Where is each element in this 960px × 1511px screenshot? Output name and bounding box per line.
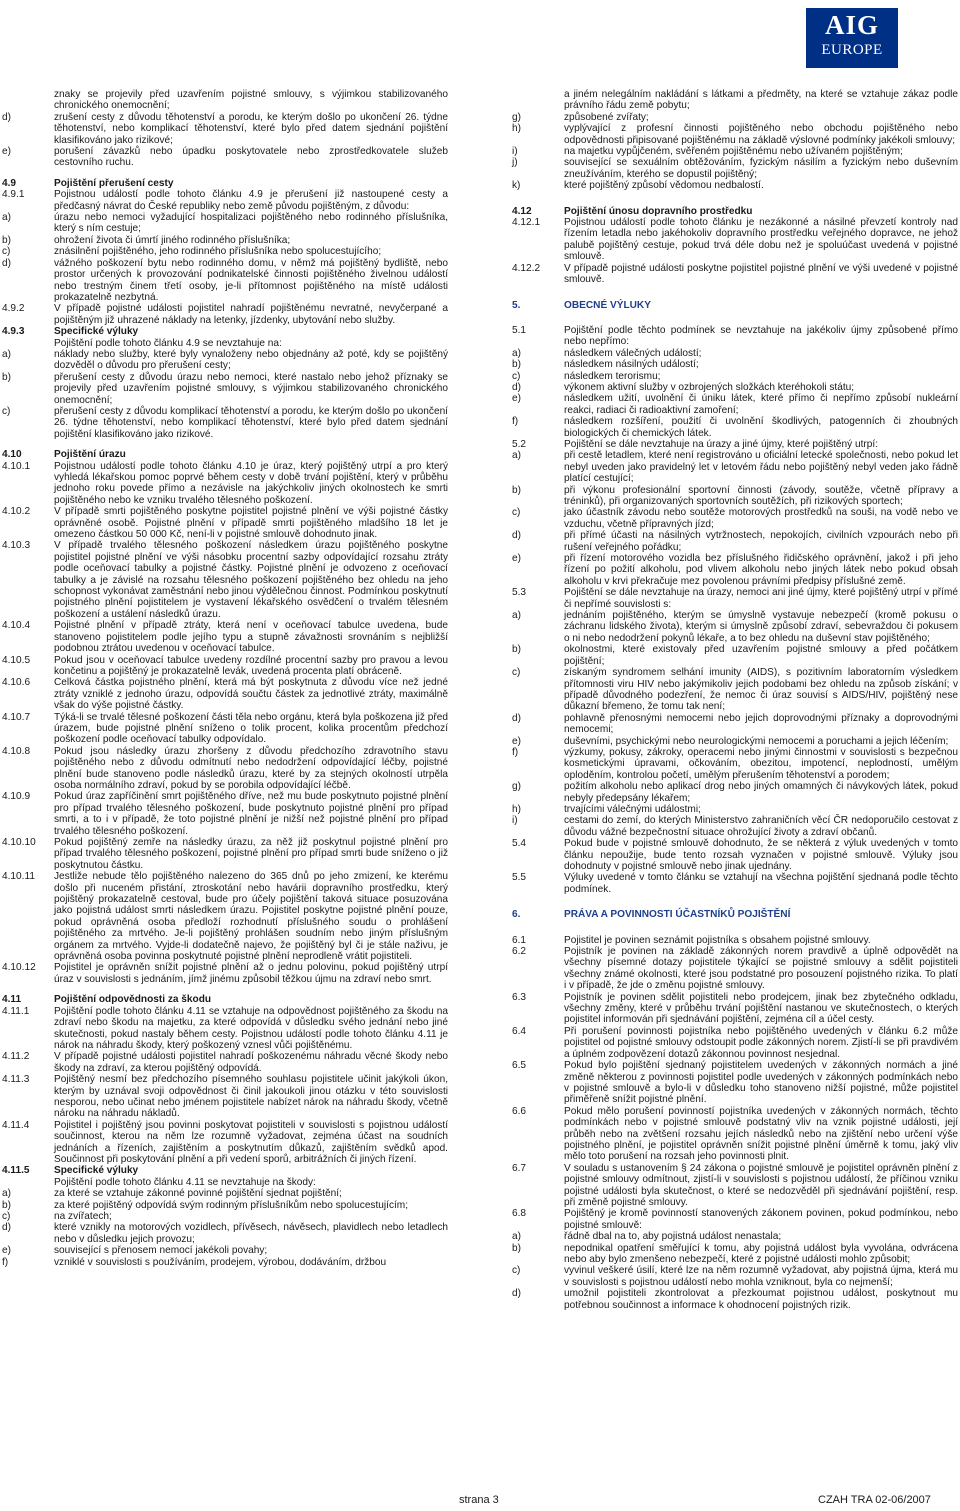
clause-number: c)	[512, 507, 521, 519]
clause-text: a jiném nelegálním nakládání s látkami a předměty, na které se vztahuje zákaz podle právního řádu země pobytu;	[564, 89, 958, 112]
clause-number: a)	[512, 347, 521, 359]
clause-text: Týká-li se trvalé tělesné poškození části těla nebo orgánu, která byla poškozena již před úrazem, bude pojistné plnění sníženo o tolik procent, kolika procentům předchozí poškození podle oceňovací tabulky odpovídalo.	[54, 711, 448, 746]
clause-number: k)	[512, 180, 521, 192]
clause-text: které pojištěný způsobí vědomou nedbalostí.	[564, 180, 764, 192]
clause-row	[512, 180, 958, 191]
clause-number: 5.2	[512, 438, 527, 450]
clause-row	[2, 349, 448, 372]
clause-number: 4.9.1	[2, 189, 25, 201]
clause-number: 5.4	[512, 838, 527, 850]
clause-number: 6.	[512, 909, 521, 921]
clause-number: f)	[512, 746, 519, 758]
clause-text: Pojištěný nesmí bez předchozího písemného souhlasu pojistitele učinit jakýkoli úkon, kterým by uznával svoji odpovědnost či činil jakoukoli jinou otázku v této souvislosti nesporou, nebo učinat nebo jménem pojistitele nabízet nárok na náhradu škody, včetně nároku na náhradu nákladů.	[54, 1074, 448, 1120]
clause-text: Pojistnou událostí podle tohoto článku 4.9 je přerušení již nastoupené cesty a předčasný návrat do České republiky nebo země původu pojištěným, z důvodu:	[54, 189, 448, 212]
clause-text: Pokud jsou v oceňovací tabulce uvedeny rozdílné procentní sazby pro pravou a levou končetinu a pojištěný je prokazatelně levák, uvedená procenta platí obráceně.	[54, 654, 448, 677]
clause-row	[512, 359, 958, 370]
clause-text: Pojištění podle tohoto článku 4.9 se nevztahuje na:	[54, 337, 282, 349]
clause-number: d)	[2, 257, 11, 269]
clause-text: nepodnikal opatření směřující k tomu, aby pojistná událost byla vyvolána, odvrácena nebo aby bylo zmenšeno nebezpečí, které z pojistné události mohlo způsobit;	[564, 1242, 958, 1265]
clause-row	[2, 303, 448, 326]
clause-number: 6.2	[512, 946, 527, 958]
clause-row	[2, 540, 448, 620]
clause-text: následkem rozšíření, použití či uvolnění škodlivých, patogenních či zhoubných biologických či chemických látek.	[564, 416, 958, 439]
clause-text: PRÁVA A POVINNOSTI ÚČASTNÍKŮ POJIŠTĚNÍ	[564, 909, 791, 921]
clause-text: ohrožení života či úmrtí jiného rodinného příslušníka;	[54, 234, 291, 246]
clause-row	[512, 371, 958, 382]
clause-number: 4.12.1	[512, 217, 541, 229]
clause-number: b)	[2, 371, 11, 383]
clause-text: související s přenosem nemocí jakékoli povahy;	[54, 1245, 268, 1257]
clause-number: a)	[512, 1231, 521, 1243]
clause-number: d)	[2, 1222, 11, 1234]
clause-text: při cestě letadlem, které není registrováno u oficiální letecké společnosti, nebo pokud let nebyl uveden jako pravidelný let v letovém řádu nebo pojištěný nebyl veden jako řádně platící cestující;	[564, 450, 958, 485]
clause-number: 5.1	[512, 324, 527, 336]
clause-number: 4.10.6	[2, 677, 31, 689]
clause-text: Pokud pojištěný zemře na následky úrazu, za něž již poskytnul pojistné plnění pro případ trvalého tělesného poškození, pojistné plnění pro případ smrti bude sníženo o již poskytnutou částku.	[54, 837, 448, 871]
clause-row	[512, 382, 958, 393]
clause-number: e)	[2, 146, 11, 158]
clause-number: e)	[512, 553, 521, 565]
clause-number: 4.10.8	[2, 745, 31, 757]
clause-text: okolnostmi, které existovaly před uzavřením pojistné smlouvy a před počátkem pojištění;	[564, 644, 958, 667]
clause-text: Pojištění únosu dopravního prostředku	[564, 205, 753, 217]
clause-text: na zvířatech;	[54, 1211, 112, 1222]
clause-number: b)	[512, 359, 521, 371]
clause-number: f)	[2, 1256, 9, 1268]
clause-text: Pojistné plnění v případě ztráty, která není v oceňovací tabulce uvedena, bude stanoveno pojistitelem podle jejího typu a stupně závažnosti srovnáním s nejbližší podobnou ztrátou uvedenou v oceňovací tabulce.	[54, 620, 448, 655]
clause-number: f)	[512, 416, 519, 428]
clause-row	[512, 1060, 958, 1106]
clause-row	[2, 655, 448, 678]
clause-row	[2, 677, 448, 711]
clause-number: d)	[512, 1288, 521, 1300]
clause-number: a)	[512, 450, 521, 462]
clause-text: získaným syndromem selhání imunity (AIDS), s pozitivním laboratorním výsledkem přítomnosti viru HIV nebo jakýmikoliv jejich podobami bez ohledu na způsob získání; v případě důvodného podezření, že nemoc či úraz souvisí s AIDS/HIV, pojištěný nese důkazní břemeno, že tomu tak není;	[564, 667, 958, 713]
section-heading	[2, 449, 448, 460]
clause-row	[2, 89, 448, 112]
clause-row	[512, 1163, 958, 1209]
clause-row	[2, 962, 448, 985]
clause-row	[2, 871, 448, 962]
clause-row	[2, 372, 448, 406]
clause-number: j)	[512, 157, 518, 169]
clause-text: V případě pojistné události pojistitel nahradí pojištěnému nevratné, nevyčerpané a pojištěným již uhrazené náklady na letenky, jízdenky, ubytování nebo služby.	[54, 303, 448, 326]
clause-text: OBECNÉ VÝLUKY	[564, 299, 651, 311]
clause-number: b)	[512, 644, 521, 656]
clause-number: i)	[512, 815, 518, 827]
clause-row	[512, 217, 958, 263]
clause-text: Specifické výluky	[54, 326, 139, 338]
clause-row	[512, 485, 958, 508]
clause-text: Pojistnou událostí podle tohoto článku je nezákonné a násilné převzetí kontroly nad řízením letadla nebo jakéhokoliv dopravního prostředku veřejného dopravce, ne jehož palubě pojištěný cestuje, pokud trvá déle dobu než je spoluúčast uvedená v pojistné smlouvě.	[564, 217, 958, 263]
clause-number: 5.	[512, 299, 521, 311]
clause-row	[2, 189, 448, 212]
clause-text: Pojistnou událostí podle tohoto článku 4.10 je úraz, který pojištěný utrpí a pro který vyhledá lékařskou pomoc poprvé během cesty v době trvání pojištění, který v průběhu jednoho roku povede přímo a nezávisle na jakýchkoliv jiných okolnostech ke smrti pojištěného nebo ke vzniku trvalého tělesného poškození.	[54, 460, 448, 506]
clause-text: V případě trvalého tělesného poškození následkem úrazu pojištěného poskytne pojistitel pojistné plnění ve výši násobku procentní sazby odpovídající rozsahu ztráty podle oceňovací tabulky a pojistné částky. Pojistné plnění je odvozeno z oceňovací tabulky a je závislé na rozsahu tělesného poškození pojištěného bez ohledu na jeho schopnost vykonávat zaměstnání nebo jinou výdělečnou činnost. Podmínkou poskytnutí pojistného plnění pojistitelem je vystavení lékařského osvědčení o trvalém tělesném poškození a ustálení následků úrazu.	[54, 540, 448, 620]
clause-number: 4.12.2	[512, 262, 541, 274]
clause-text: trvajícími válečnými událostmi;	[564, 803, 701, 815]
clause-number: c)	[512, 1265, 521, 1277]
clause-row	[512, 736, 958, 747]
clause-text: Pojištění úrazu	[54, 449, 126, 461]
clause-number: 4.9.2	[2, 303, 25, 315]
clause-number: 4.11.2	[2, 1051, 30, 1063]
clause-row	[512, 587, 958, 610]
clause-number: g)	[512, 111, 521, 123]
logo-text-aig: AIG	[824, 10, 879, 40]
clause-row	[2, 620, 448, 654]
clause-row	[512, 610, 958, 644]
clause-number: 5.5	[512, 872, 527, 884]
clause-number: 4.10.2	[2, 506, 31, 518]
clause-text: výkonem aktivní služby v ozbrojených složkách kteréhokoli státu;	[564, 381, 855, 393]
clause-text: V případě pojistné události poskytne pojistitel pojistné plnění ve výši uvedené v pojistné smlouvě.	[564, 262, 958, 286]
clause-text: přerušení cesty z důvodu komplikací těhotenství a porodu, ke kterým došlo po ukončení 26. týdne těhotenství, nebo komplikací těhotenství, které bylo před datem sjednání pojištění klasifikováno jako rizikové.	[54, 405, 448, 440]
clause-text: cestami do zemí, do kterých Ministerstvo zahraničních věcí ČR nedoporučilo cestovat z důvodu vážné bezpečnostní situace ohrožující životy a zdraví občanů.	[564, 815, 958, 838]
section-heading	[512, 909, 958, 920]
clause-row	[512, 507, 958, 530]
clause-row	[512, 553, 958, 587]
clause-number: 4.10.4	[2, 620, 31, 632]
clause-text: na majetku vypůjčeném, svěřeném pojištěnému nebo užívaném pojištěným;	[564, 146, 903, 158]
clause-row	[512, 838, 958, 872]
clause-number: 4.10	[2, 449, 22, 461]
clause-number: 6.8	[512, 1208, 527, 1220]
clause-row	[512, 1288, 958, 1311]
aig-europe-logo	[806, 8, 898, 68]
clause-text: související se sexuálním obtěžováním, fyzickým násilím a fyzickým nebo duševním zneužíváním, kterého se dopustil pojištěný;	[564, 157, 958, 180]
clause-number: 6.5	[512, 1060, 527, 1072]
clause-text: za které pojištěný odpovídá svým rodinným příslušníkům nebo spolucestujícím;	[54, 1199, 409, 1211]
clause-number: b)	[512, 1242, 521, 1254]
clause-text: vyplývající z profesní činnosti pojištěného nebo obchodu pojištěného nebo odpovědnosti připisované pojištěnému na základě výslovné podmínky jakékoli smlouvy;	[564, 123, 958, 146]
clause-text: za které se vztahuje zákonné povinné pojištění sjednat pojištění;	[54, 1188, 342, 1200]
section-heading	[2, 1165, 448, 1176]
clause-number: b)	[2, 1199, 11, 1211]
clause-row	[512, 644, 958, 667]
clause-text: znaky se projevily před uzavřením pojistné smlouvy, s výjimkou stabilizovaného chronického onemocnění;	[54, 89, 448, 112]
clause-number: c)	[512, 370, 521, 382]
clause-text: V souladu s ustanovením § 24 zákona o pojistné smlouvě je pojistitel oprávněn plnění z pojistné smlouvy odmítnout, zjistí-li v souvislosti s pojistnou událostí, že příčinou vzniku pojistné události byla skutečnost, o které se nedozvěděl při sjednávání pojištění, resp. při změně pojistné smlouvy.	[564, 1162, 958, 1208]
clause-text: Pokud bylo pojištění sjednaný pojistitelem uvedených v zákonných normách a jiné změně některou z povinnosti pojistitel podle uvedených v zákonných podmínkách nebo v pojistné smlouvě a bylo-li v důsledku toho stanoveno nižší pojistné, může pojistitel přiměřeně snížit pojistné plnění.	[564, 1060, 958, 1106]
clause-text: duševními, psychickými nebo neurologickými nemocemi a poruchami a jejich léčením;	[564, 735, 949, 747]
clause-number: 4.11.5	[2, 1165, 30, 1177]
clause-row	[2, 1257, 448, 1268]
clause-number: 4.11.1	[2, 1005, 30, 1017]
clause-text: při řízení motorového vozidla bez příslušného řidičského oprávnění, jakož i při jeho řízení po požití alkoholu, pod vlivem alkoholu nebo jiných látek nebo pokud obsah alkoholu v krvi překračuje mez povolenou právními předpisy příslušné země.	[564, 553, 958, 587]
clause-text: Pojistitel i pojištěný jsou povinni poskytovat pojistiteli v souvislosti s pojistnou událostí součinnost, kterou na něm lze rozumně vyžadovat, zejména účast na soudních jednáních a řízeních, zajištěním a poskytnutím důkazů, zajištěním svědků apod. Součinnost při poskytování plnění a při vedení sporů, arbitrážních či jiných řízení.	[54, 1119, 448, 1165]
clause-text: znásilnění pojištěného, jeho rodinného příslušníka nebo spolucestujícího;	[54, 246, 382, 258]
clause-text: Pokud úraz zapříčinění smrt pojištěného dříve, než mu bude poskytnuto pojistné plnění pro případ trvalého tělesného poškození, bude poskytnuto pojistné plnění pro případ smrti, a to i v případě, že toto pojistné plnění je nižší než pojistné plnění pro případ trvalého tělesného poškození.	[54, 791, 448, 837]
clause-text: Pokud jsou následky úrazu zhoršeny z důvodu předchozího zdravotního stavu pojištěného nebo z důvodu odmítnutí nebo nedodržení odpovídající léčby, pojistné plnění bude stanoveno podle následků úrazu, které by za stejných okolností utrpěla osoba normálního zdraví, pokud by se porobila odpovídající léčbě.	[54, 745, 448, 791]
clause-text: Pojištěný je kromě povinností stanovených zákonem povinen, pokud podmínkou, nebo pojistné smlouvě:	[564, 1208, 958, 1231]
clause-row	[2, 212, 448, 235]
clause-number: d)	[512, 712, 521, 724]
clause-text: při výkonu profesionální sportovní činnosti (závody, soutěže, včetně přípravy a tréninků), při organizovaných sportovních soutěžích, při rizikových sportech;	[564, 484, 958, 507]
clause-text: porušení závazků nebo úpadku poskytovatele nebo zprostředkovatele služeb cestovního ruchu.	[54, 146, 448, 169]
clause-text: Jestliže nebude tělo pojištěného nalezeno do 365 dnů po jeho zmizení, ke kterému došlo při nuceném přistání, ztroskotání nebo havárii dopravního prostředku, který pojištěný prokazatelně cestoval, bude pro účely pojištění taková situace posuzována jako pojistná událost smrti následkem úrazu. Pojistitel poskytne pojistné plnění pouze, pokud oprávněná osoba předloží rozhodnutí příslušného soudu o prohlášení pojištěného za mrtvého. Je-li pojištěný prohlášen soudním nebo jiným příslušným orgánem za mrtvého. Vyjde-li dodatečně najevo, že pojištěný byl či je stále naživu, je oprávněná osoba povinna poskytnuté pojistné plnění neprodleně vrátit pojistiteli.	[54, 871, 448, 963]
clause-row	[2, 791, 448, 837]
clause-text: následkem terorismu;	[564, 370, 661, 382]
clause-number: c)	[2, 1211, 11, 1222]
clause-row	[512, 530, 958, 553]
clause-number: 4.11.3	[2, 1074, 30, 1086]
clause-row	[512, 935, 958, 946]
clause-text: Pokud bude v pojistné smlouvě dohodnuto, že se některá z výluk uvedených v tomto článku nepoužije, bude tento rozsah vyznačen v pojistné smlouvě. Výluky jsou dohodnuty v pojistné smlouvě nebo jinak ujednány.	[564, 838, 958, 872]
clause-row	[2, 1200, 448, 1211]
clause-row	[2, 1051, 448, 1074]
clause-text: úrazu nebo nemoci vyžadující hospitalizaci pojištěného nebo rodinného příslušníka, který s ním cestuje;	[54, 212, 448, 235]
clause-text: pohlavně přenosnými nemocemi nebo jejich doprovodnými příznaky a doprovodnými nemocemi;	[564, 712, 958, 736]
left-text-column	[2, 89, 448, 1268]
clause-number: b)	[512, 484, 521, 496]
clause-row	[512, 89, 958, 112]
clause-row	[2, 258, 448, 304]
clause-text: Pojištění odpovědnosti za škodu	[54, 994, 212, 1006]
clause-number: 6.1	[512, 934, 527, 946]
clause-number: 4.10.7	[2, 711, 31, 723]
clause-text: vzniklé v souvislosti s používáním, prodejem, výrobou, dodáváním, držbou	[54, 1256, 387, 1268]
clause-number: h)	[512, 123, 521, 135]
clause-row	[512, 112, 958, 123]
clause-text: Pojistník je povinen sdělit pojistiteli nebo prodejcem, jinak bez zbytečného odkladu, všechny změny, které v průběhu trvání pojištění nastanou ve skutečnostech, o kterých pojistitel informován při sjednávání pojištění, zejména cíl a účel cesty.	[564, 991, 958, 1026]
clause-number: a)	[2, 1188, 11, 1200]
clause-row	[2, 1245, 448, 1256]
clause-row	[512, 263, 958, 286]
clause-number: 4.10.5	[2, 654, 31, 666]
page-number: strana 3	[459, 1494, 499, 1506]
clause-number: 4.10.12	[2, 962, 36, 974]
clause-row	[2, 112, 448, 146]
clause-row	[512, 450, 958, 484]
clause-text: Při porušení povinnosti pojistníka nebo pojištěného uvedených v článku 6.2 může pojistitel od pojistné smlouvy odstoupit podle zákonných norem. Zjistí-li se při pravdivém a úplném zodpovězení dotazů zákonnou povinnost nesjednal.	[564, 1025, 958, 1060]
clause-row	[2, 146, 448, 169]
clause-row	[512, 1208, 958, 1231]
clause-row	[2, 1188, 448, 1199]
clause-row	[2, 746, 448, 792]
clause-text: následkem válečných událostí;	[564, 347, 702, 359]
clause-row	[512, 804, 958, 815]
clause-row	[2, 506, 448, 540]
clause-number: d)	[512, 530, 521, 542]
clause-text: při přímé účasti na násilných vytržnostech, nepokojích, civilních vzpourách nebo při rušení veřejného pořádku;	[564, 530, 958, 553]
clause-row	[512, 946, 958, 992]
clause-number: i)	[512, 146, 518, 158]
clause-row	[2, 1177, 448, 1188]
clause-row	[512, 815, 958, 838]
clause-text: Pojištění podle tohoto článku 4.11 se vztahuje na odpovědnost pojištěného za škodu na zdraví nebo škodu na majetku, za které odpovídá v důsledku svého jednání nebo jiné skutečnosti, pokud nastaly během cesty. Pojistnou událostí podle tohoto článku 4.11 je nárok na náhradu škody, který poškozený vznesl vůči pojištěnému.	[54, 1005, 448, 1051]
clause-row	[512, 1026, 958, 1060]
clause-number: d)	[2, 111, 11, 123]
clause-text: V případě smrti pojištěného poskytne pojistitel pojistné plnění ve výši pojistné částky oprávněné osobě. Pojistné plnění v případě smrti pojištěného mladšího 18 let je omezeno částkou 50 000 Kč, není-li v pojistné smlouvě dohodnuto jinak.	[54, 506, 448, 541]
clause-row	[2, 1222, 448, 1245]
clause-text: umožnil pojistiteli zkontrolovat a přezkoumat pojistnou událost, poskytnout mu potřebnou součinnost a informace k ohodnocení pojistných rizik.	[564, 1288, 958, 1311]
section-heading	[2, 178, 448, 189]
clause-number: 4.10.9	[2, 791, 31, 803]
clause-text: Pojistitel je oprávněn snížit pojistné plnění až o jednu polovinu, pokud pojištěný utrpí úraz v souvislosti s jednáním, jímž jinému způsobil těžkou újmu na zdraví nebo smrt.	[54, 962, 448, 985]
clause-row	[512, 713, 958, 736]
clause-text: které vznikly na motorových vozidlech, přívěsech, návěsech, plavidlech nebo letadlech nebo v důsledku jejich provozu;	[54, 1222, 448, 1245]
clause-number: e)	[512, 735, 521, 747]
clause-row	[2, 338, 448, 349]
clause-row	[2, 1120, 448, 1166]
clause-text: Pojištění podle těchto podmínek se nevztahuje na jakékoliv újmy způsobené přímo nebo nepřímo:	[564, 324, 958, 348]
logo-text-europe: EUROPE	[821, 42, 883, 58]
clause-row	[512, 393, 958, 416]
clause-text: přerušení cesty z důvodu úrazu nebo nemoci, které nastalo nebo jehož příznaky se projevily před uzavřením pojistné smlouvy, s výjimkou stabilizovaného chronického onemocnění;	[54, 371, 448, 406]
right-text-column	[512, 89, 958, 1311]
clause-number: 6.4	[512, 1025, 527, 1037]
clause-row	[512, 146, 958, 157]
clause-number: 4.10.10	[2, 837, 36, 848]
clause-row	[512, 872, 958, 895]
clause-number: a)	[2, 348, 11, 360]
clause-row	[2, 712, 448, 746]
clause-text: Pojištění se dále nevztahuje na úrazy, nemoci ani jiné újmy, které pojištěný utrpí v přímé či nepřímé souvislosti s:	[564, 587, 958, 610]
clause-number: g)	[512, 781, 521, 793]
clause-number: 6.6	[512, 1105, 527, 1117]
clause-number: 4.11.4	[2, 1119, 30, 1131]
clause-text: náklady nebo služby, které byly vynaloženy nebo objednány až poté, kdy se pojištěný dozvěděl o důvodu pro přerušení cesty;	[54, 348, 448, 372]
clause-number: 4.9.3	[2, 326, 25, 338]
clause-text: Pokud mělo porušení povinností pojistníka uvedených v zákonných normách, těchto podmínkách nebo v pojistné smlouvě podstatný vliv na vznik pojistné události, její průběh nebo na zvětšení rozsahu jejích následků nebo na zjištění nebo určení výše pojistného plnění, je pojistitel oprávněn snížit pojistné plnění úměrně k tomu, jaký vliv mělo toto porušení na rozsah jeho povinnosti plnit.	[564, 1105, 958, 1163]
clause-row	[512, 1243, 958, 1266]
section-heading	[2, 326, 448, 337]
section-heading	[2, 994, 448, 1005]
clause-number: a)	[512, 610, 521, 622]
clause-number: 4.10.1	[2, 460, 31, 472]
clause-number: e)	[2, 1245, 11, 1257]
clause-number: h)	[512, 803, 521, 815]
clause-text: vyvinul veškeré úsilí, které lze na něm rozumně vyžadovat, aby pojistná újma, která mu v souvislosti s pojistnou událostí nebo mohla vzniknout, byla co nejmenší;	[564, 1265, 958, 1288]
clause-number: 4.10.11	[2, 871, 35, 883]
clause-row	[2, 1006, 448, 1052]
section-heading	[512, 206, 958, 217]
clause-text: zrušení cesty z důvodu těhotenství a porodu, ke kterým došlo po ukončení 26. týdne těhotenství, nebo komplikací těhotenství, které bylo před datem sjednání pojištění klasifikováno jako rizikové;	[54, 111, 448, 146]
clause-text: Pojistitel je povinen seznámit pojistníka s obsahem pojistné smlouvy.	[564, 934, 871, 946]
clause-number: 4.9	[2, 177, 17, 189]
clause-number: b)	[2, 234, 11, 246]
clause-text: požitím alkoholu nebo aplikací drog nebo jiných omamných či návykových látek, pokud nebyly předepsány lékařem;	[564, 781, 958, 804]
clause-text: následkem násilných událostí;	[564, 359, 699, 371]
clause-text: jednáním pojištěného, kterým se úmyslně vystavuje nebezpečí (kromě pokusu o záchranu lidského života), kterým si úmyslně způsobí zdraví, sebevraždou či pokusem o ni nebo nedodržení pokynů lékaře, a to bez ohledu na duševní stav pojištěného;	[564, 610, 958, 644]
clause-row	[512, 992, 958, 1026]
clause-text: vážného poškození bytu nebo rodinného domu, v němž má pojištěný bydliště, nebo prostor určených k provozování podnikatelské činnosti pojištěného živelnou událostí nebo trestným činem třetí osoby, je-li přítomnost pojištěného na místě události prokazatelně nezbytná.	[54, 257, 448, 303]
clause-text: Celková částka pojistného plnění, která má být poskytnuta z důvodu více než jedné ztráty vzniklé z jednoho úrazu, odpovídá součtu částek za jednotlivé ztráty, maximálně však do výše pojistné částky.	[54, 677, 448, 712]
clause-row	[512, 157, 958, 180]
clause-row	[512, 1231, 958, 1242]
clause-row	[2, 1211, 448, 1222]
clause-number: e)	[512, 393, 521, 405]
clause-text: V případě pojistné události pojistitel nahradí poškozenému náhradu věcné škody nebo škody na zdraví, za kterou pojištěný odpovídá.	[54, 1051, 448, 1074]
clause-number: a)	[2, 212, 11, 224]
clause-row	[2, 406, 448, 440]
clause-row	[512, 1265, 958, 1288]
clause-row	[2, 461, 448, 507]
clause-text: Pojištění podle tohoto článku 4.11 se nevztahuje na škody:	[54, 1176, 316, 1188]
clause-text: Pojistník je povinen na základě zákonných norem pravdivě a úplně odpovědět na všechny písemné dotazy pojistitele týkající se pojistné smlouvy a sdělit pojistiteli všechny známé okolnosti, které jsou podstatné pro posouzení pojistného rizika. To platí i v případě, že jde o změnu pojistné smlouvy.	[564, 946, 958, 992]
clause-row	[2, 1074, 448, 1120]
clause-row	[512, 348, 958, 359]
clause-row	[512, 747, 958, 781]
clause-text: výzkumy, pokusy, zákroky, operacemi nebo jinými činnostmi v souvislosti s bezpečnou kosmetickými úpravami, očkováním, obezitou, impotencí, neplodností, umělým oploděním, kontrolou početí, umělým přerušením těhotenství a porodem;	[564, 746, 958, 781]
clause-number: c)	[2, 246, 11, 258]
clause-text: způsobené zvířaty;	[564, 111, 649, 123]
clause-row	[2, 246, 448, 257]
clause-number: 5.3	[512, 587, 527, 599]
clause-row	[512, 1106, 958, 1163]
clause-number: 4.11	[2, 994, 22, 1006]
document-code: CZAH TRA 02-06/2007	[818, 1494, 931, 1506]
clause-text: jako účastník závodu nebo soutěže motorových prostředků na souši, na vodě nebo ve vzduchu, včetně přípravných jízd;	[564, 507, 958, 530]
section-heading	[512, 300, 958, 311]
clause-number: 4.10.3	[2, 540, 31, 552]
clause-number: 6.3	[512, 991, 527, 1003]
clause-number: c)	[512, 667, 521, 679]
clause-number: 6.7	[512, 1162, 527, 1174]
clause-text: Pojištění přerušení cesty	[54, 177, 174, 189]
clause-number: d)	[512, 381, 521, 393]
clause-row	[512, 439, 958, 450]
clause-text: Specifické výluky	[54, 1165, 139, 1177]
clause-row	[512, 325, 958, 348]
clause-row	[512, 123, 958, 146]
clause-row	[512, 667, 958, 713]
clause-row	[2, 235, 448, 246]
clause-number: c)	[2, 405, 11, 417]
clause-row	[512, 781, 958, 804]
clause-text: Pojištění se dále nevztahuje na úrazy a jiné újmy, které pojištěný utrpí:	[564, 438, 879, 450]
clause-text: řádně dbal na to, aby pojistná událost nenastala;	[564, 1231, 782, 1243]
clause-text: následkem užití, uvolnění či úniku látek, které přímo či nepřímo způsobí nukleární reakci, radiaci či radioaktivní zamoření;	[564, 393, 958, 416]
clause-number: 4.12	[512, 205, 532, 217]
clause-row	[2, 837, 448, 871]
clause-text: Výluky uvedené v tomto článku se vztahují na všechna pojištění sjednaná podle těchto podmínek.	[564, 872, 958, 895]
clause-row	[512, 416, 958, 439]
